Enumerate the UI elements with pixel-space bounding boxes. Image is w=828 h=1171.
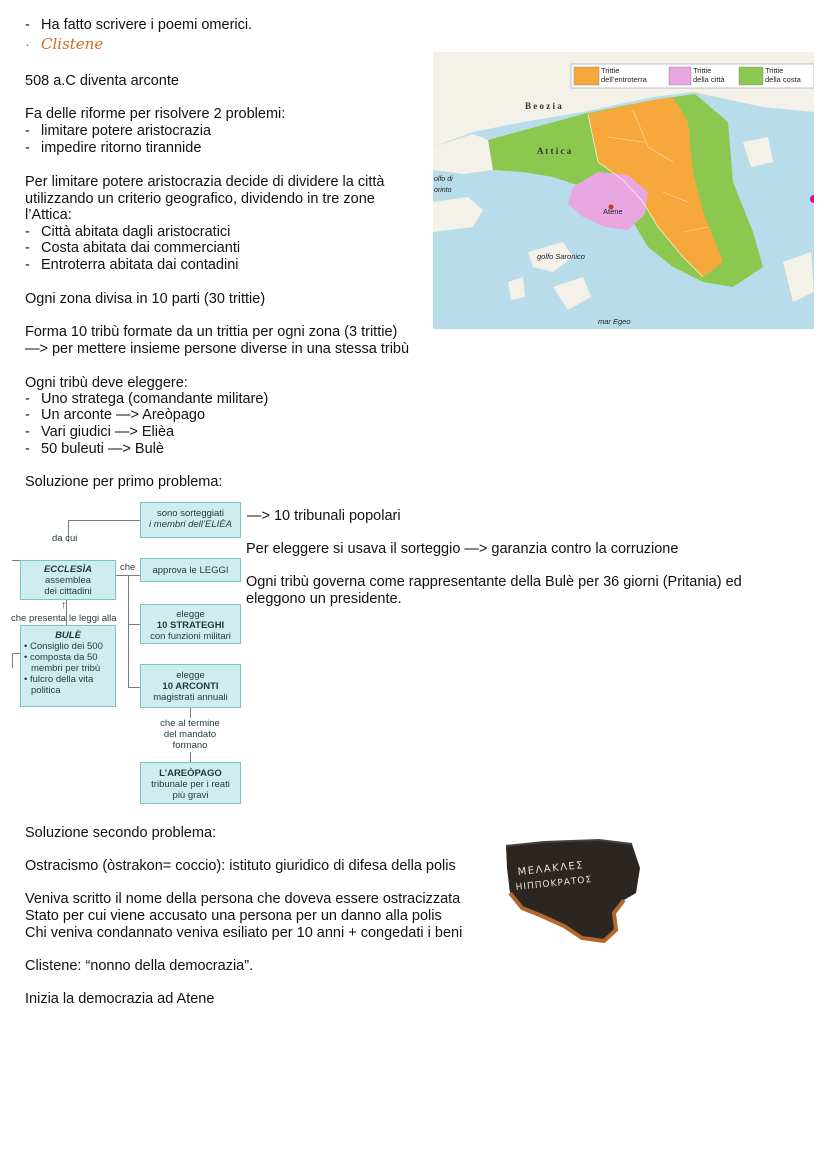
text-pritania: Ogni tribù governa come rappresentante della Bulè per 36 giorni (Pritania) ed: [246, 574, 742, 590]
text-line-13: Forma 10 tribù formate da un trittia per ogni zona (3 trittie): [25, 324, 398, 340]
list-item: - Entroterra abitata dai contadini: [25, 257, 239, 273]
text-sorteggio: Per eleggere si usava il sorteggio —> garanzia contro la corruzione: [246, 541, 679, 557]
text-line-3: Fa delle riforme per risolvere 2 problemi:: [25, 106, 286, 122]
map-label-beozia: B e o z i a: [525, 101, 562, 111]
list-item: - Uno stratega (comandante militare): [25, 391, 269, 407]
label-le-leggi-alla: le leggi alla: [69, 613, 117, 624]
arconti-box: elegge 10 ARCONTI magistrati annuali: [140, 664, 241, 708]
arrow-up-icon: ↑: [61, 600, 66, 611]
eliea-box: sono sorteggiati i membri dell’ELIÈA: [140, 502, 241, 538]
map-label-attica: A t t i c a: [537, 146, 572, 156]
ostrakon-image: [504, 838, 644, 943]
ecclesia-box: ECCLESÌA assemblea dei cittadini: [20, 560, 116, 600]
list-item: - Un arconte —> Areòpago: [25, 407, 206, 423]
legend-label: dell’entroterra: [601, 75, 647, 84]
text-line-27: Inizia la democrazia ad Atene: [25, 991, 215, 1007]
leggi-box: approva le LEGGI: [140, 558, 241, 582]
text-line-15: Ogni tribù deve eleggere:: [25, 375, 188, 391]
attica-map: [433, 52, 814, 329]
ostrakon-inscription: ΗΙΠΠΟΚΡΑΤΟΣ: [515, 875, 593, 893]
text-line-2: 508 a.C diventa arconte: [25, 73, 179, 89]
text-line-6: Per limitare potere aristocrazia decide di dividere la città: [25, 174, 385, 190]
list-item: - limitare potere aristocrazia: [25, 123, 212, 139]
text-line-7: utilizzando un criterio geografico, dividendo in tre zone: [25, 191, 375, 207]
legend-label: Trittie: [765, 66, 784, 75]
text-line-1: - Ha fatto scrivere i poemi omerici.: [25, 17, 253, 33]
list-item: - Vari giudici —> Elièa: [25, 424, 175, 440]
text-line-20: Soluzione per primo problema:: [25, 474, 223, 490]
legend-label: della città: [693, 75, 725, 84]
map-label-mar-egeo: mar Egeo: [598, 317, 631, 326]
bule-box: BULÈ • Consiglio dei 500 • composta da 50 membri per tribù • fulcro della vita politica: [20, 625, 116, 707]
clistene-heading: · Clistene: [25, 35, 104, 53]
areopago-box: L’AREÒPAGO tribunale per i reati più gravi: [140, 762, 241, 804]
list-item: - Costa abitata dai commercianti: [25, 240, 241, 256]
text-line-14: —> per mettere insieme persone diverse in una stessa tribù: [25, 341, 410, 357]
legend-label: Trittie: [601, 66, 620, 75]
text-tribunali: —> 10 tribunali popolari: [247, 508, 401, 524]
label-da-cui: da cui: [52, 533, 78, 544]
text-line-23: Veniva scritto il nome della persona che doveva essere ostracizzata: [25, 891, 461, 907]
map-label-golfo-corinto: orinto: [434, 187, 452, 194]
text-line-21: Soluzione secondo problema:: [25, 825, 217, 841]
legend-label: Trittie: [693, 66, 712, 75]
map-label-golfo-saronico: golfo Saronico: [537, 252, 585, 261]
text-line-24: Stato per cui viene accusato una persona per un danno alla polis: [25, 908, 442, 924]
label-che-presenta: che presenta: [11, 613, 66, 624]
list-item: - impedire ritorno tirannide: [25, 140, 202, 156]
legend-label: della costa: [765, 75, 801, 84]
text-line-12: Ogni zona divisa in 10 parti (30 trittie): [25, 291, 266, 307]
text-line-25: Chi veniva condannato veniva esiliato per 10 anni + congedati i beni: [25, 925, 463, 941]
map-label-atene: Atene: [603, 207, 623, 216]
ostrakon-inscription: ΜΕΛΑΚΛΕΣ: [517, 860, 585, 878]
list-item: - Città abitata dagli aristocratici: [25, 224, 231, 240]
map-label-golfo-corinto: olfo di: [434, 176, 453, 183]
text-presidente: eleggono un presidente.: [246, 591, 402, 607]
text-line-26: Clistene: “nonno della democrazia”.: [25, 958, 254, 974]
text-line-22: Ostracismo (òstrakon= coccio): istituto giuridico di difesa della polis: [25, 858, 456, 874]
label-che: che: [120, 562, 136, 573]
list-item: - 50 buleuti —> Bulè: [25, 441, 164, 457]
text-line-8: l’Attica:: [25, 207, 72, 223]
map-legend: [571, 64, 814, 88]
strateghi-box: elegge 10 STRATEGHI con funzioni militari: [140, 604, 241, 644]
label-al-termine: che al termine del mandato formano: [160, 718, 220, 751]
